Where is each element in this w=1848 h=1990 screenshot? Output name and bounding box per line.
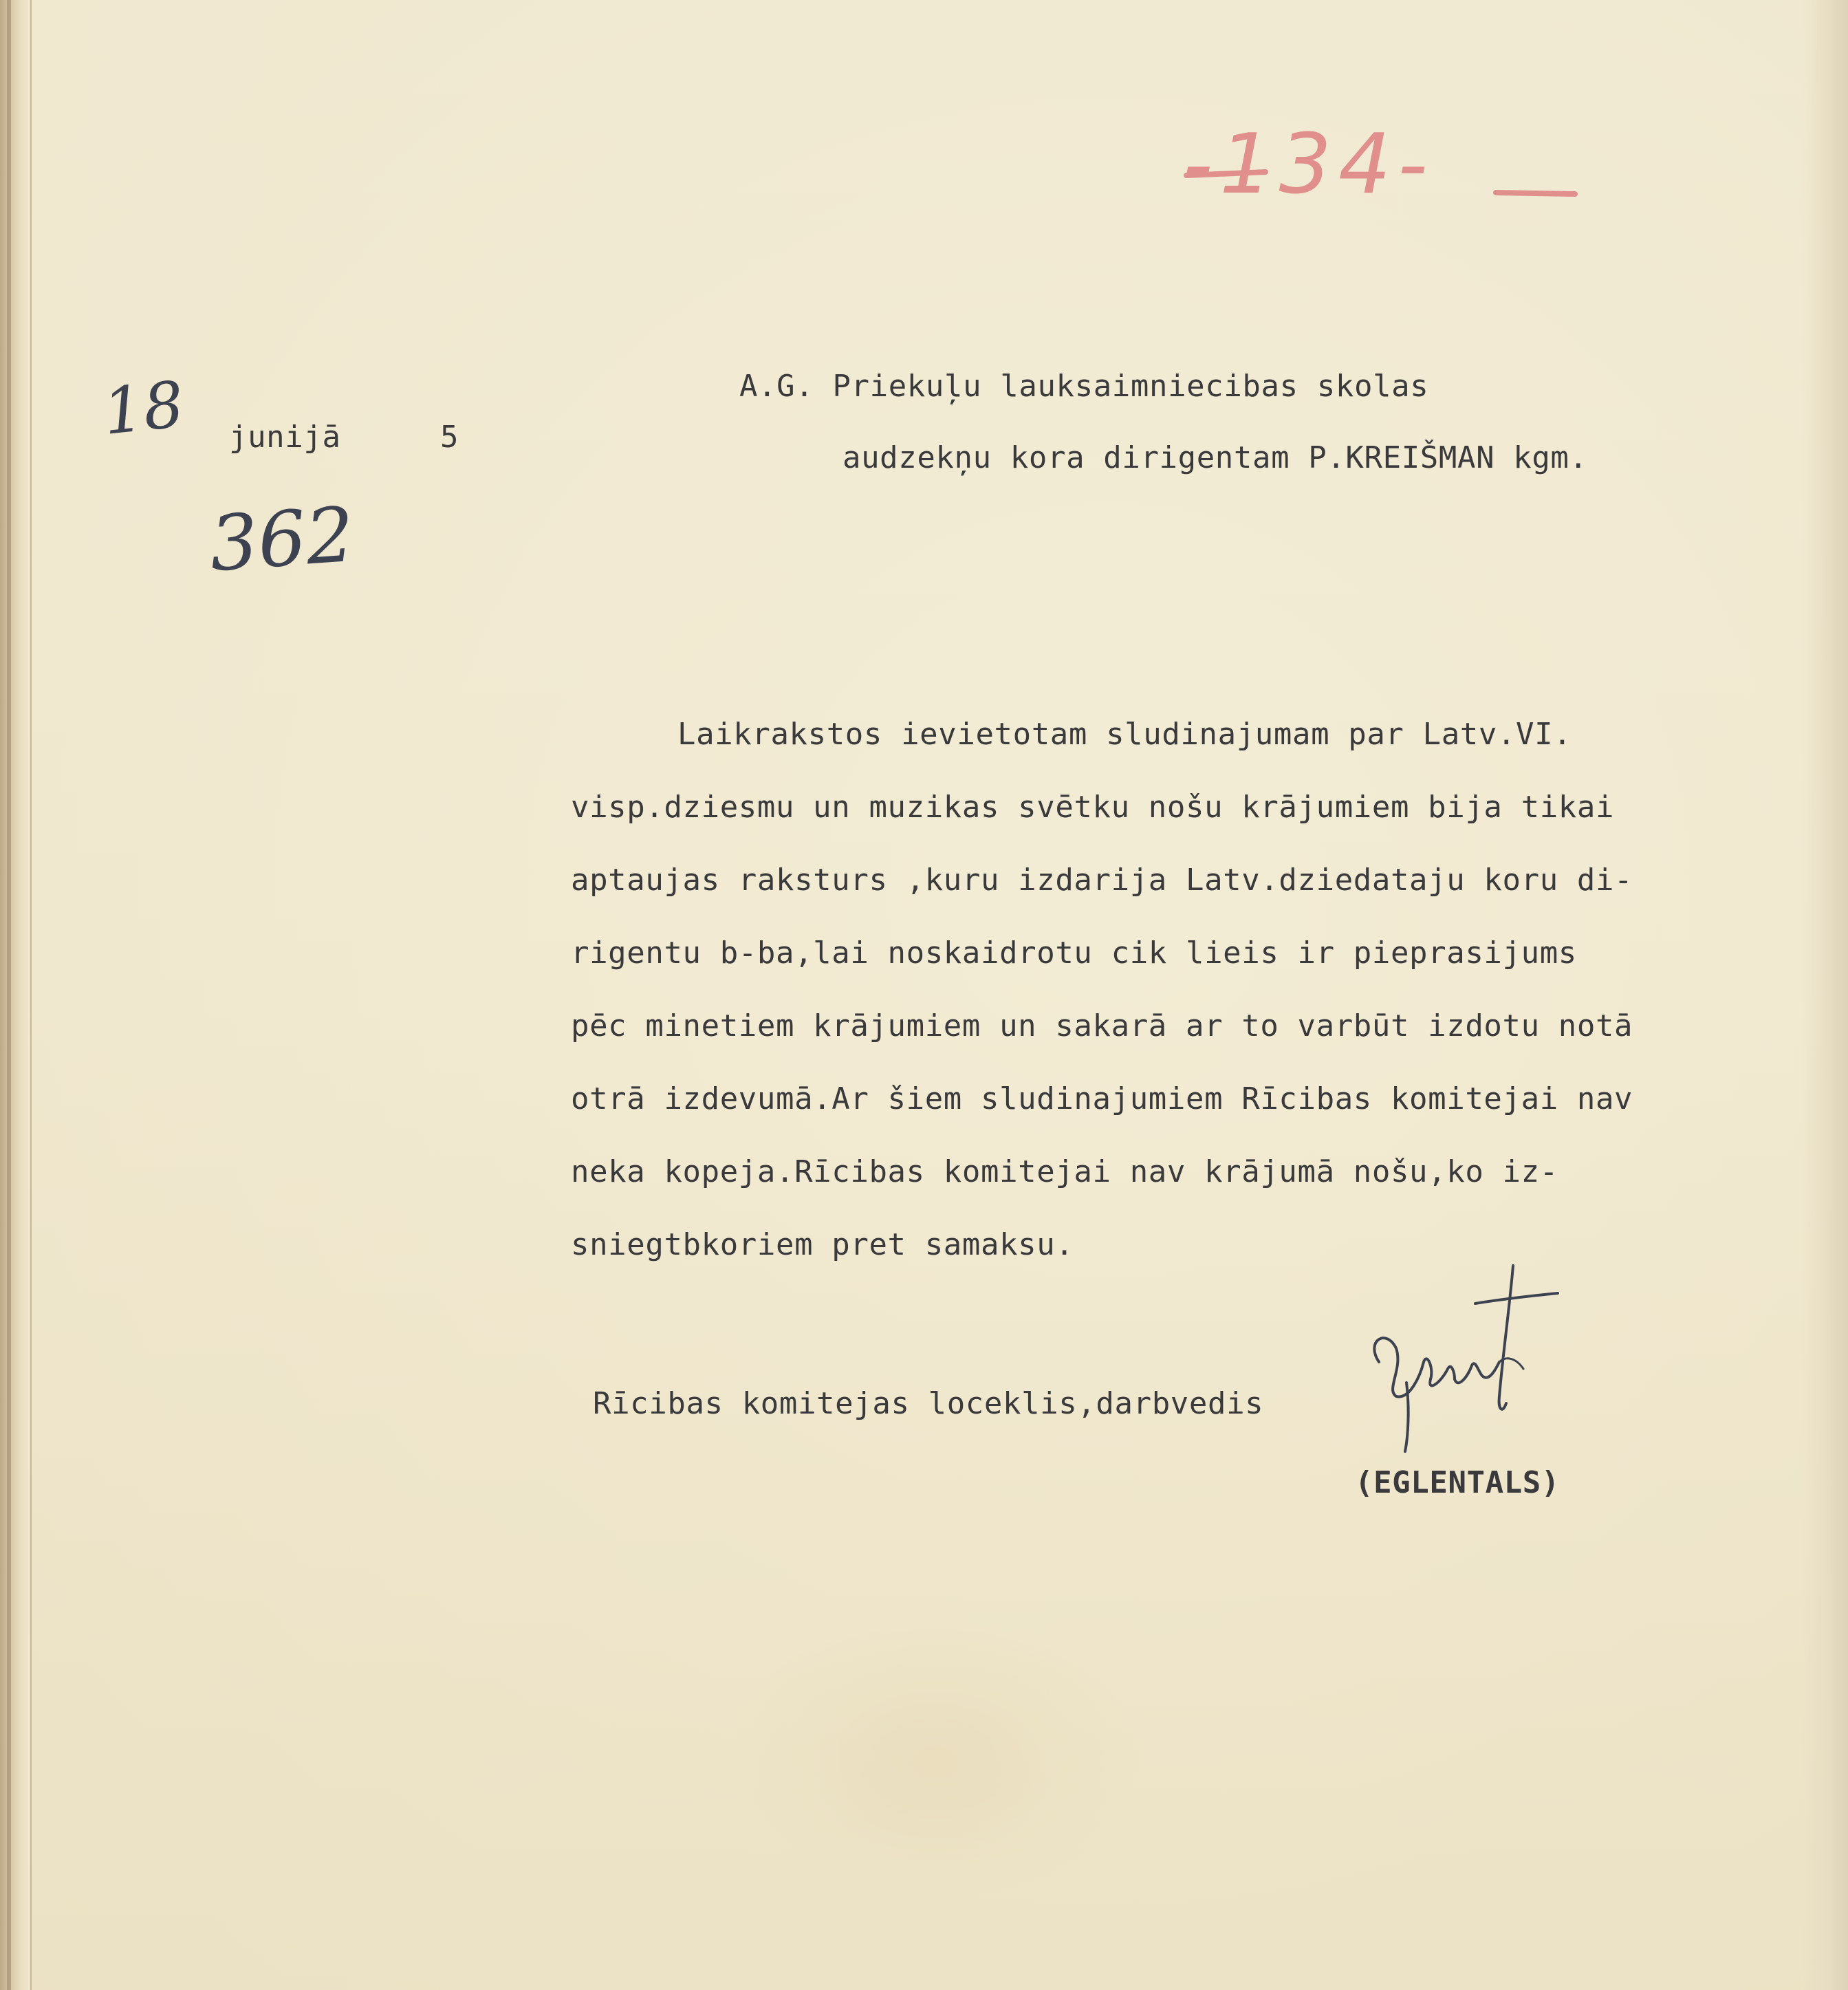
handwritten-day: 18 — [99, 367, 188, 449]
page-binding — [0, 0, 32, 1990]
addressee-line-1: A.G. Priekuļu lauksaimniecibas skolas — [739, 369, 1429, 404]
body-line: aptaujas raksturs ,kuru izdarija Latv.dziedataju koru di- — [571, 863, 1633, 898]
addressee-line-2: audzekņu kora dirigentam P.KREIŠMAN kgm. — [843, 440, 1588, 475]
signatory-name: (EGLENTALS) — [1355, 1465, 1560, 1500]
paper-stain — [722, 1616, 1149, 1905]
page-edge — [1802, 0, 1848, 1990]
date-day: 5 — [440, 420, 459, 455]
letter-body — [571, 712, 1768, 1295]
handwritten-registration-number: 362 — [206, 490, 358, 589]
date-month: junijā — [229, 420, 341, 455]
spine-line — [7, 0, 11, 1990]
body-line: Laikrakstos ievietotam sludinajumam par Latv.VI. — [677, 717, 1572, 752]
folio-dash-marks — [1183, 151, 1582, 206]
handwritten-signature — [1358, 1259, 1565, 1458]
body-line: pēc minetiem krājumiem un sakarā ar to varbūt izdotu notā — [571, 1008, 1633, 1043]
signatory-title: Rīcibas komitejas loceklis,darbvedis — [593, 1386, 1264, 1421]
body-line: neka kopeja.Rīcibas komitejai nav krājumā nošu,ko iz- — [571, 1154, 1558, 1189]
body-line: sniegtbkoriem pret samaksu. — [571, 1227, 1074, 1262]
body-line: visp.dziesmu un muzikas svētku nošu krājumiem bija tikai — [571, 790, 1615, 825]
body-line: otrā izdevumā.Ar šiem sludinajumiem Rīcibas komitejai nav — [571, 1081, 1633, 1116]
body-line: rigentu b-ba,lai noskaidrotu cik lieis ir pieprasijums — [571, 935, 1577, 971]
archive-folio-number: -134- — [1183, 117, 1435, 213]
